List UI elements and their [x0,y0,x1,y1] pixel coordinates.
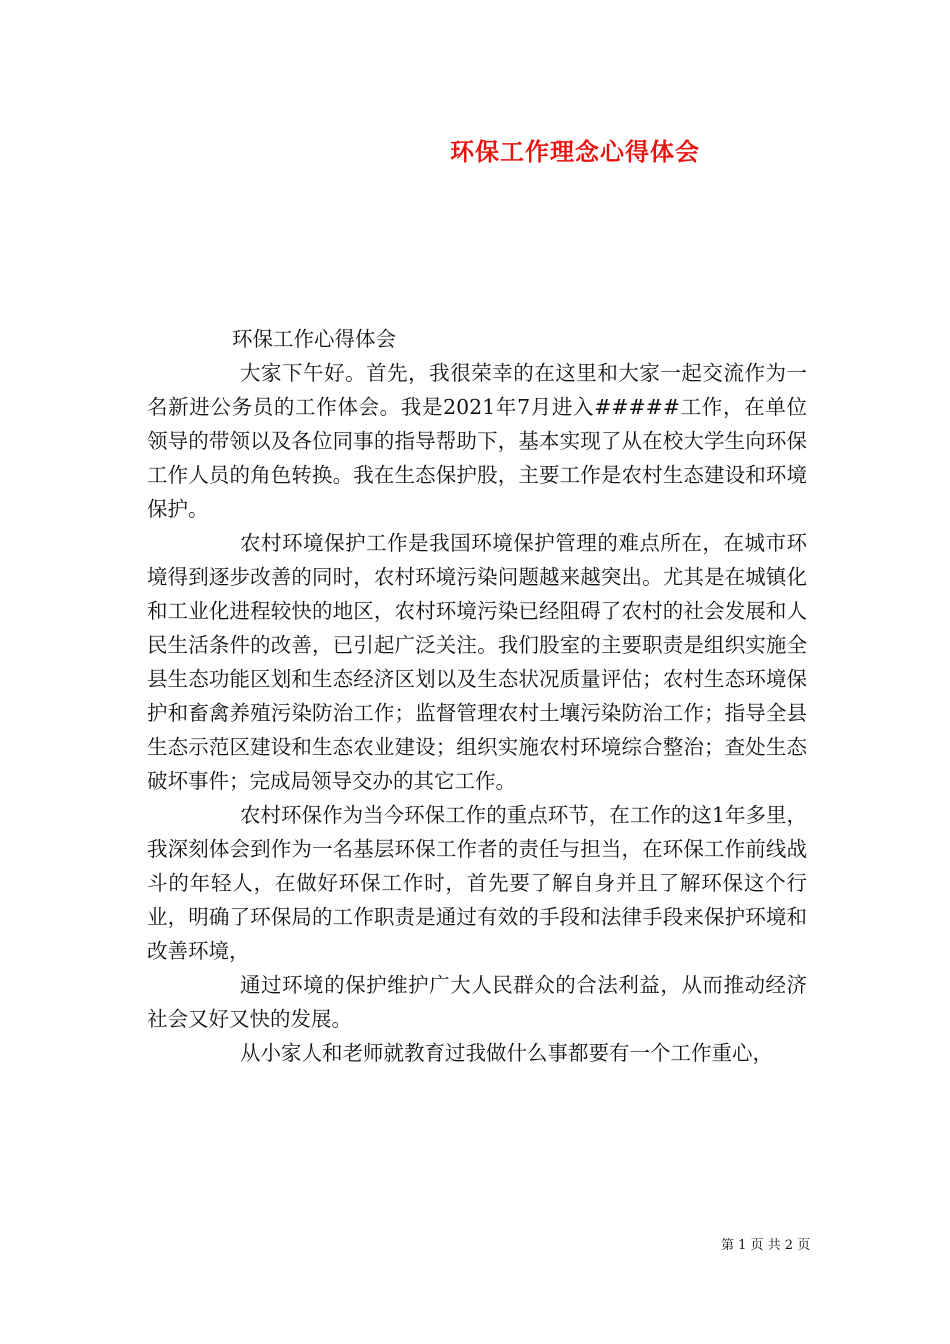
paragraph-1: 大家下午好。首先，我很荣幸的在这里和大家一起交流作为一名新进公务员的工作体会。我是2021年7月进入#####工作，在单位领导的带领以及各位同事的指导帮助下，基本实现了从在校大学生向环保工作人员的角色转换。我在生态保护股，主要工作是农村生态建设和环境保护。 [147,361,807,521]
paragraph-4: 通过环境的保护维护广大人民群众的合法利益，从而推动经济社会又好又快的发展。 [147,973,807,1031]
document-body [147,322,807,1070]
document-title: 环保工作理念心得体会 [450,137,700,166]
paragraph-2: 农村环境保护工作是我国环境保护管理的难点所在，在城市环境得到逐步改善的同时，农村环境污染问题越来越突出。尤其是在城镇化和工业化进程较快的地区，农村环境污染已经阻碍了农村的社会发展和人民生活条件的改善，已引起广泛关注。我们股室的主要职责是组织实施全县生态功能区划和生态经济区划以及生态状况质量评估；农村生态环境保护和畜禽养殖污染防治工作；监督管理农村土壤污染防治工作；指导全县生态示范区建设和生态农业建设；组织实施农村环境综合整治；查处生态破坏事件；完成局领导交办的其它工作。 [147,531,807,793]
document-subtitle: 环保工作心得体会 [232,327,396,351]
paragraph-5: 从小家人和老师就教育过我做什么事都要有一个工作重心， [240,1041,773,1065]
page-number-footer: 第 1 页 共 2 页 [721,1238,811,1253]
paragraph-3: 农村环保作为当今环保工作的重点环节，在工作的这1年多里，我深刻体会到作为一名基层环保工作者的责任与担当，在环保工作前线战斗的年轻人，在做好环保工作时，首先要了解自身并且了解环保这个行业，明确了环保局的工作职责是通过有效的手段和法律手段来保护环境和改善环境， [147,803,807,963]
